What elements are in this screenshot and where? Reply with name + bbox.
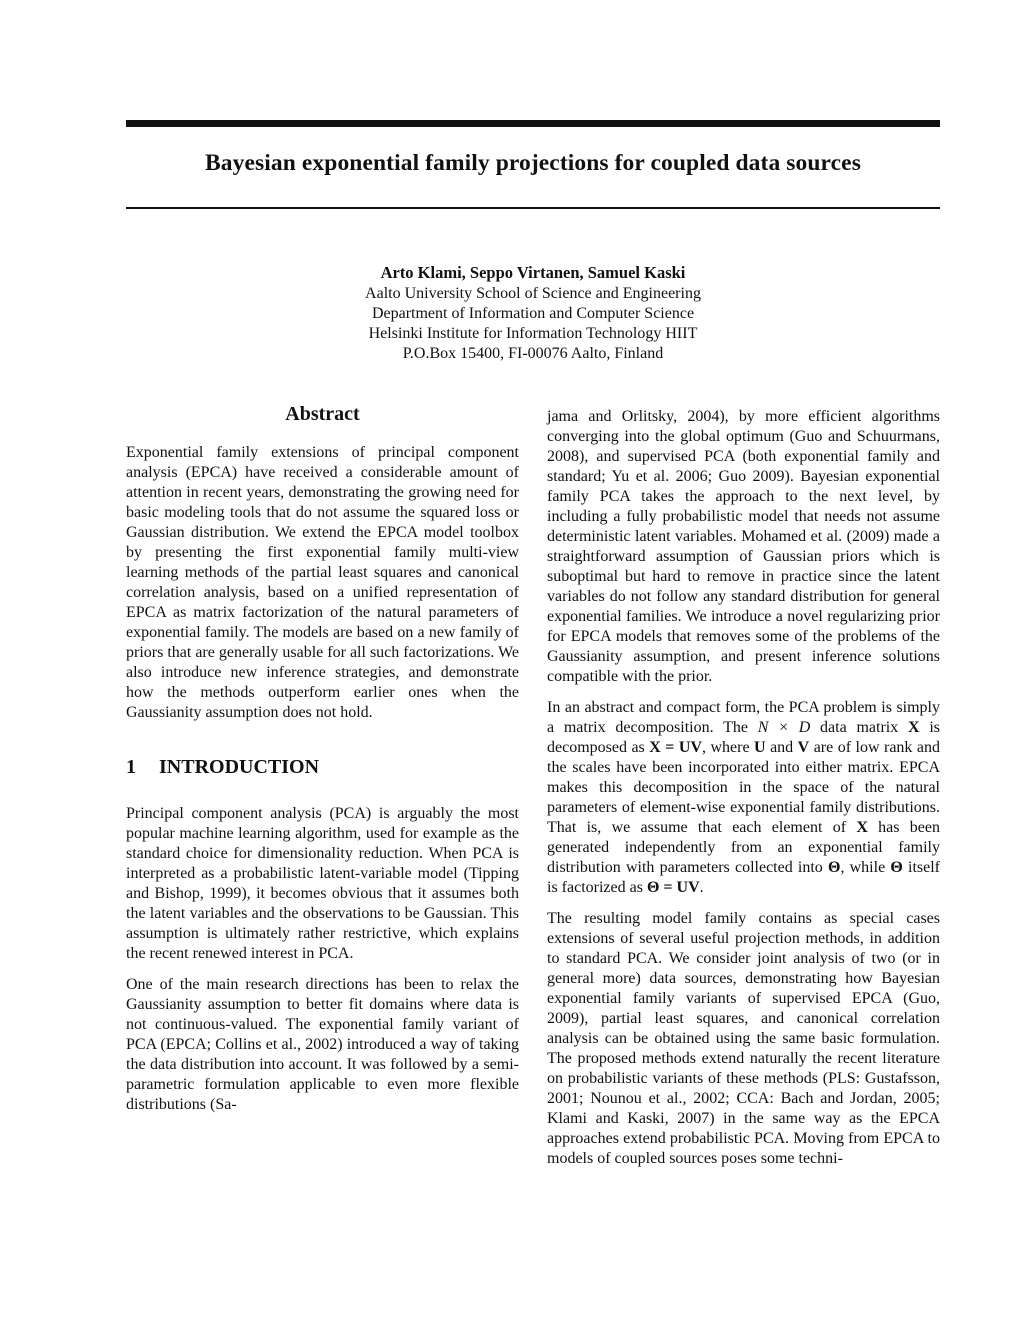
affiliation-line: Aalto University School of Science and Engineering bbox=[365, 285, 701, 302]
math-n-times-d: N × D bbox=[757, 719, 811, 736]
affiliation-line: P.O.Box 15400, FI-00076 Aalto, Finland bbox=[402, 345, 664, 362]
paper-title: Bayesian exponential family projections for coupled data sources bbox=[205, 150, 861, 176]
title-bottom-rule bbox=[126, 207, 940, 209]
section-heading bbox=[126, 757, 519, 777]
abstract-text: Exponential family extensions of principal component analysis (EPCA) have received a considerable amount of attention in recent years, demonstrating the growing need for basic modeling tools that do not assume the squared loss or Gaussian distribution. We extend the EPCA model toolbox by presenting the first exponential family multi-view learning methods of the partial least squares and canonical correlation analysis, based on a unified representation of EPCA as matrix factorization of the natural parameters of exponential family. The models are based on a new family of priors that are generally usable for all such factorizations. We also introduce new inference strategies, and demonstrate how the methods outperform earlier ones when the Gaussianity assumption does not hold. bbox=[126, 444, 519, 721]
title-top-rule bbox=[126, 120, 940, 127]
math-theta: Θ bbox=[827, 859, 841, 876]
section-title: INTRODUCTION bbox=[159, 756, 320, 778]
author-names: Arto Klami, Seppo Virtanen, Samuel Kaski bbox=[380, 263, 686, 282]
math-theta: Θ bbox=[890, 859, 903, 876]
section-number: 1 bbox=[126, 756, 136, 778]
math-x: X bbox=[908, 719, 920, 736]
paragraph-pca-decomposition: In an abstract and compact form, the PCA problem is simply a matrix decomposition. The N × D data matrix X is decomposed as X = UV, where U and V are of low rank and the scales have been incorporated into either matrix. EPCA makes this decomposition in the space of the natural parameters of element-wise exponential family distributions. That is, we assume that each element of X has been generated independently from an exponential family distribution with parameters collected into Θ, while Θ itself is factorized as Θ = UV. bbox=[547, 699, 941, 896]
paragraph: The resulting model family contains as special cases extensions of several useful projection methods, in addition to standard PCA. We consider joint analysis of two (or in general more) data sources, demonstrating how Bayesian exponential family variants of supervised EPCA (Guo, 2009), partial least squares, and canonical correlation analysis can be obtained using the same basic formulation. The proposed methods extend naturally the recent literature on probabilistic variants of these methods (PLS: Gustafsson, 2001; Nounou et al., 2002; CCA: Bach and Jordan, 2005; Klami and Kaski, 2007) in the same way as the EPCA approaches extend probabilistic PCA. Moving from EPCA to models of coupled sources poses some techni- bbox=[547, 910, 940, 1167]
math-theta-equals-uv: Θ = UV bbox=[646, 879, 700, 896]
paragraph: One of the main research directions has been to relax the Gaussianity assumption to better fit domains where data is not continuous-valued. The exponential family variant of PCA (EPCA; Collins et al., 2002) introduced a way of taking the data distribution into account. It was followed by a semi-parametric formulation applicable to even more flexible distributions (Sa- bbox=[126, 976, 519, 1113]
paragraph: Principal component analysis (PCA) is arguably the most popular machine learning algorithm, used for example as the standard choice for dimensionality reduction. When PCA is interpreted as a probabilistic latent-variable model (Tipping and Bishop, 1999), it becomes obvious that it assumes both the latent variables and the observations to be Gaussian. This assumption is ultimately rather restrictive, which explains the recent renewed interest in PCA. bbox=[126, 805, 519, 962]
left-column bbox=[126, 400, 519, 1126]
math-x: X bbox=[856, 819, 868, 836]
affiliation-line: Department of Information and Computer Science bbox=[371, 305, 695, 322]
author-block bbox=[126, 263, 940, 364]
paragraph: jama and Orlitsky, 2004), by more efficient algorithms converging into the global optimum (Guo and Schuurmans, 2008), and supervised PCA (both exponential family and standard; Yu et al. 2006; Guo 2009). Bayesian exponential family PCA takes the approach to the next level, by including a fully probabilistic model that needs not assume deterministic latent variables. Mohamed et al. (2009) made a straightforward assumption of Gaussian priors which is suboptimal but hard to remove in practice since the latent variables do not follow any standard distribution for general exponential families. We introduce a novel regularizing prior for EPCA models that removes some of the problems of the Gaussianity assumption, and present inference solutions compatible with the prior. bbox=[547, 408, 940, 685]
math-x-equals-uv: X = UV bbox=[649, 739, 702, 756]
abstract-heading: Abstract bbox=[285, 403, 360, 425]
affiliation-line: Helsinki Institute for Information Technology HIIT bbox=[368, 325, 698, 342]
math-v: V bbox=[797, 739, 810, 756]
math-u: U bbox=[754, 739, 766, 756]
right-column bbox=[547, 407, 940, 1180]
